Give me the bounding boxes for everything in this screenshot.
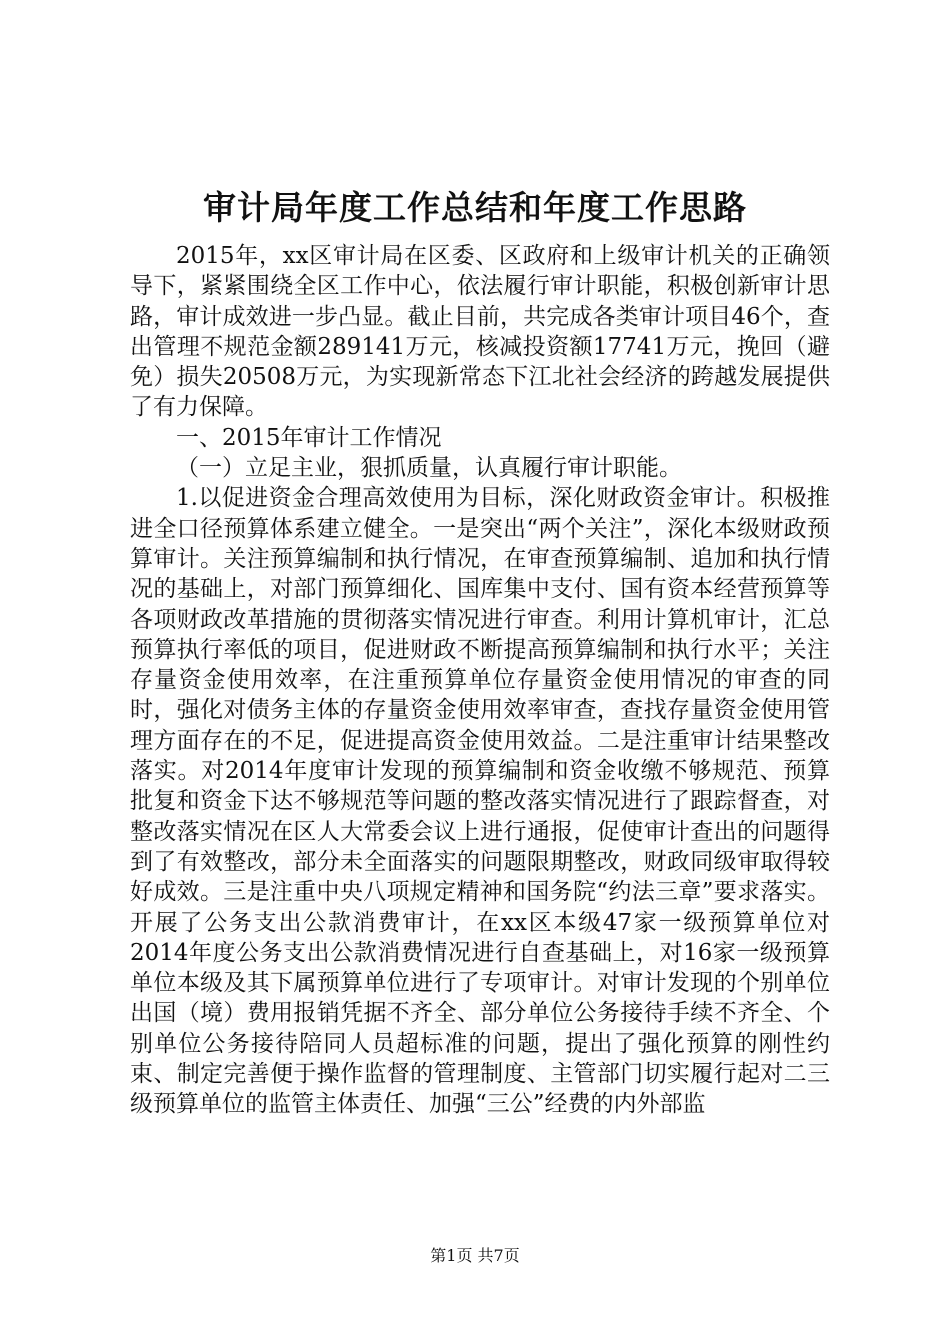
section-heading: 一、2015年审计工作情况 — [176, 424, 442, 451]
document-body — [130, 241, 830, 1120]
subsection-heading: （一）立足主业，狠抓质量，认真履行审计职能。 — [176, 455, 682, 482]
document-title: 审计局年度工作总结和年度工作思路 — [203, 188, 747, 227]
intro-paragraph: 2015年，xx区审计局在区委、区政府和上级审计机关的正确领导下，紧紧围绕全区工作中心，依法履行审计职能，积极创新审计思路，审计成效进一步凸显。截止目前，共完成各类审计项目46个，查出管理不规范金额289141万元，核减投资额17741万元，挽回（避免）损失20508万元，为实现新常态下江北社会经济的跨越发展提供了有力保障。 — [130, 243, 830, 421]
item-paragraph: 1.以促进资金合理高效使用为目标，深化财政资金审计。积极推进全口径预算体系建立健全。一是突出“两个关注”，深化本级财政预算审计。关注预算编制和执行情况，在审查预算编制、追加和执行情况的基础上，对部门预算细化、国库集中支付、国有资本经营预算等各项财政改革措施的贯彻落实情况进行审查。利用计算机审计，汇总预算执行率低的项目，促进财政不断提高预算编制和执行水平；关注存量资金使用效率，在注重预算单位存量资金使用情况的审查的同时，强化对债务主体的存量资金使用效率审查，查找存量资金使用管理方面存在的不足，促进提高资金使用效益。二是注重审计结果整改落实。对2014年度审计发现的预算编制和资金收缴不够规范、预算批复和资金下达不够规范等问题的整改落实情况进行了跟踪督查，对整改落实情况在区人大常委会议上进行通报，促使审计查出的问题得到了有效整改，部分未全面落实的问题限期整改，财政同级审取得较好成效。三是注重中央八项规定精神和国务院“约法三章”要求落实。开展了公务支出公款消费审计，在xx区本级47家一级预算单位对2014年度公务支出公款消费情况进行自查基础上，对16家一级预算单位本级及其下属预算单位进行了专项审计。对审计发现的个别单位出国（境）费用报销凭据不齐全、部分单位公务接待手续不齐全、个别单位公务接待陪同人员超标准的问题，提出了强化预算的刚性约束、制定完善便于操作监督的管理制度、主管部门切实履行起对二三级预算单位的监管主体责任、加强“三公”经费的内外部监 — [130, 485, 830, 1118]
page-number-footer: 第1页 共7页 — [430, 1246, 520, 1265]
